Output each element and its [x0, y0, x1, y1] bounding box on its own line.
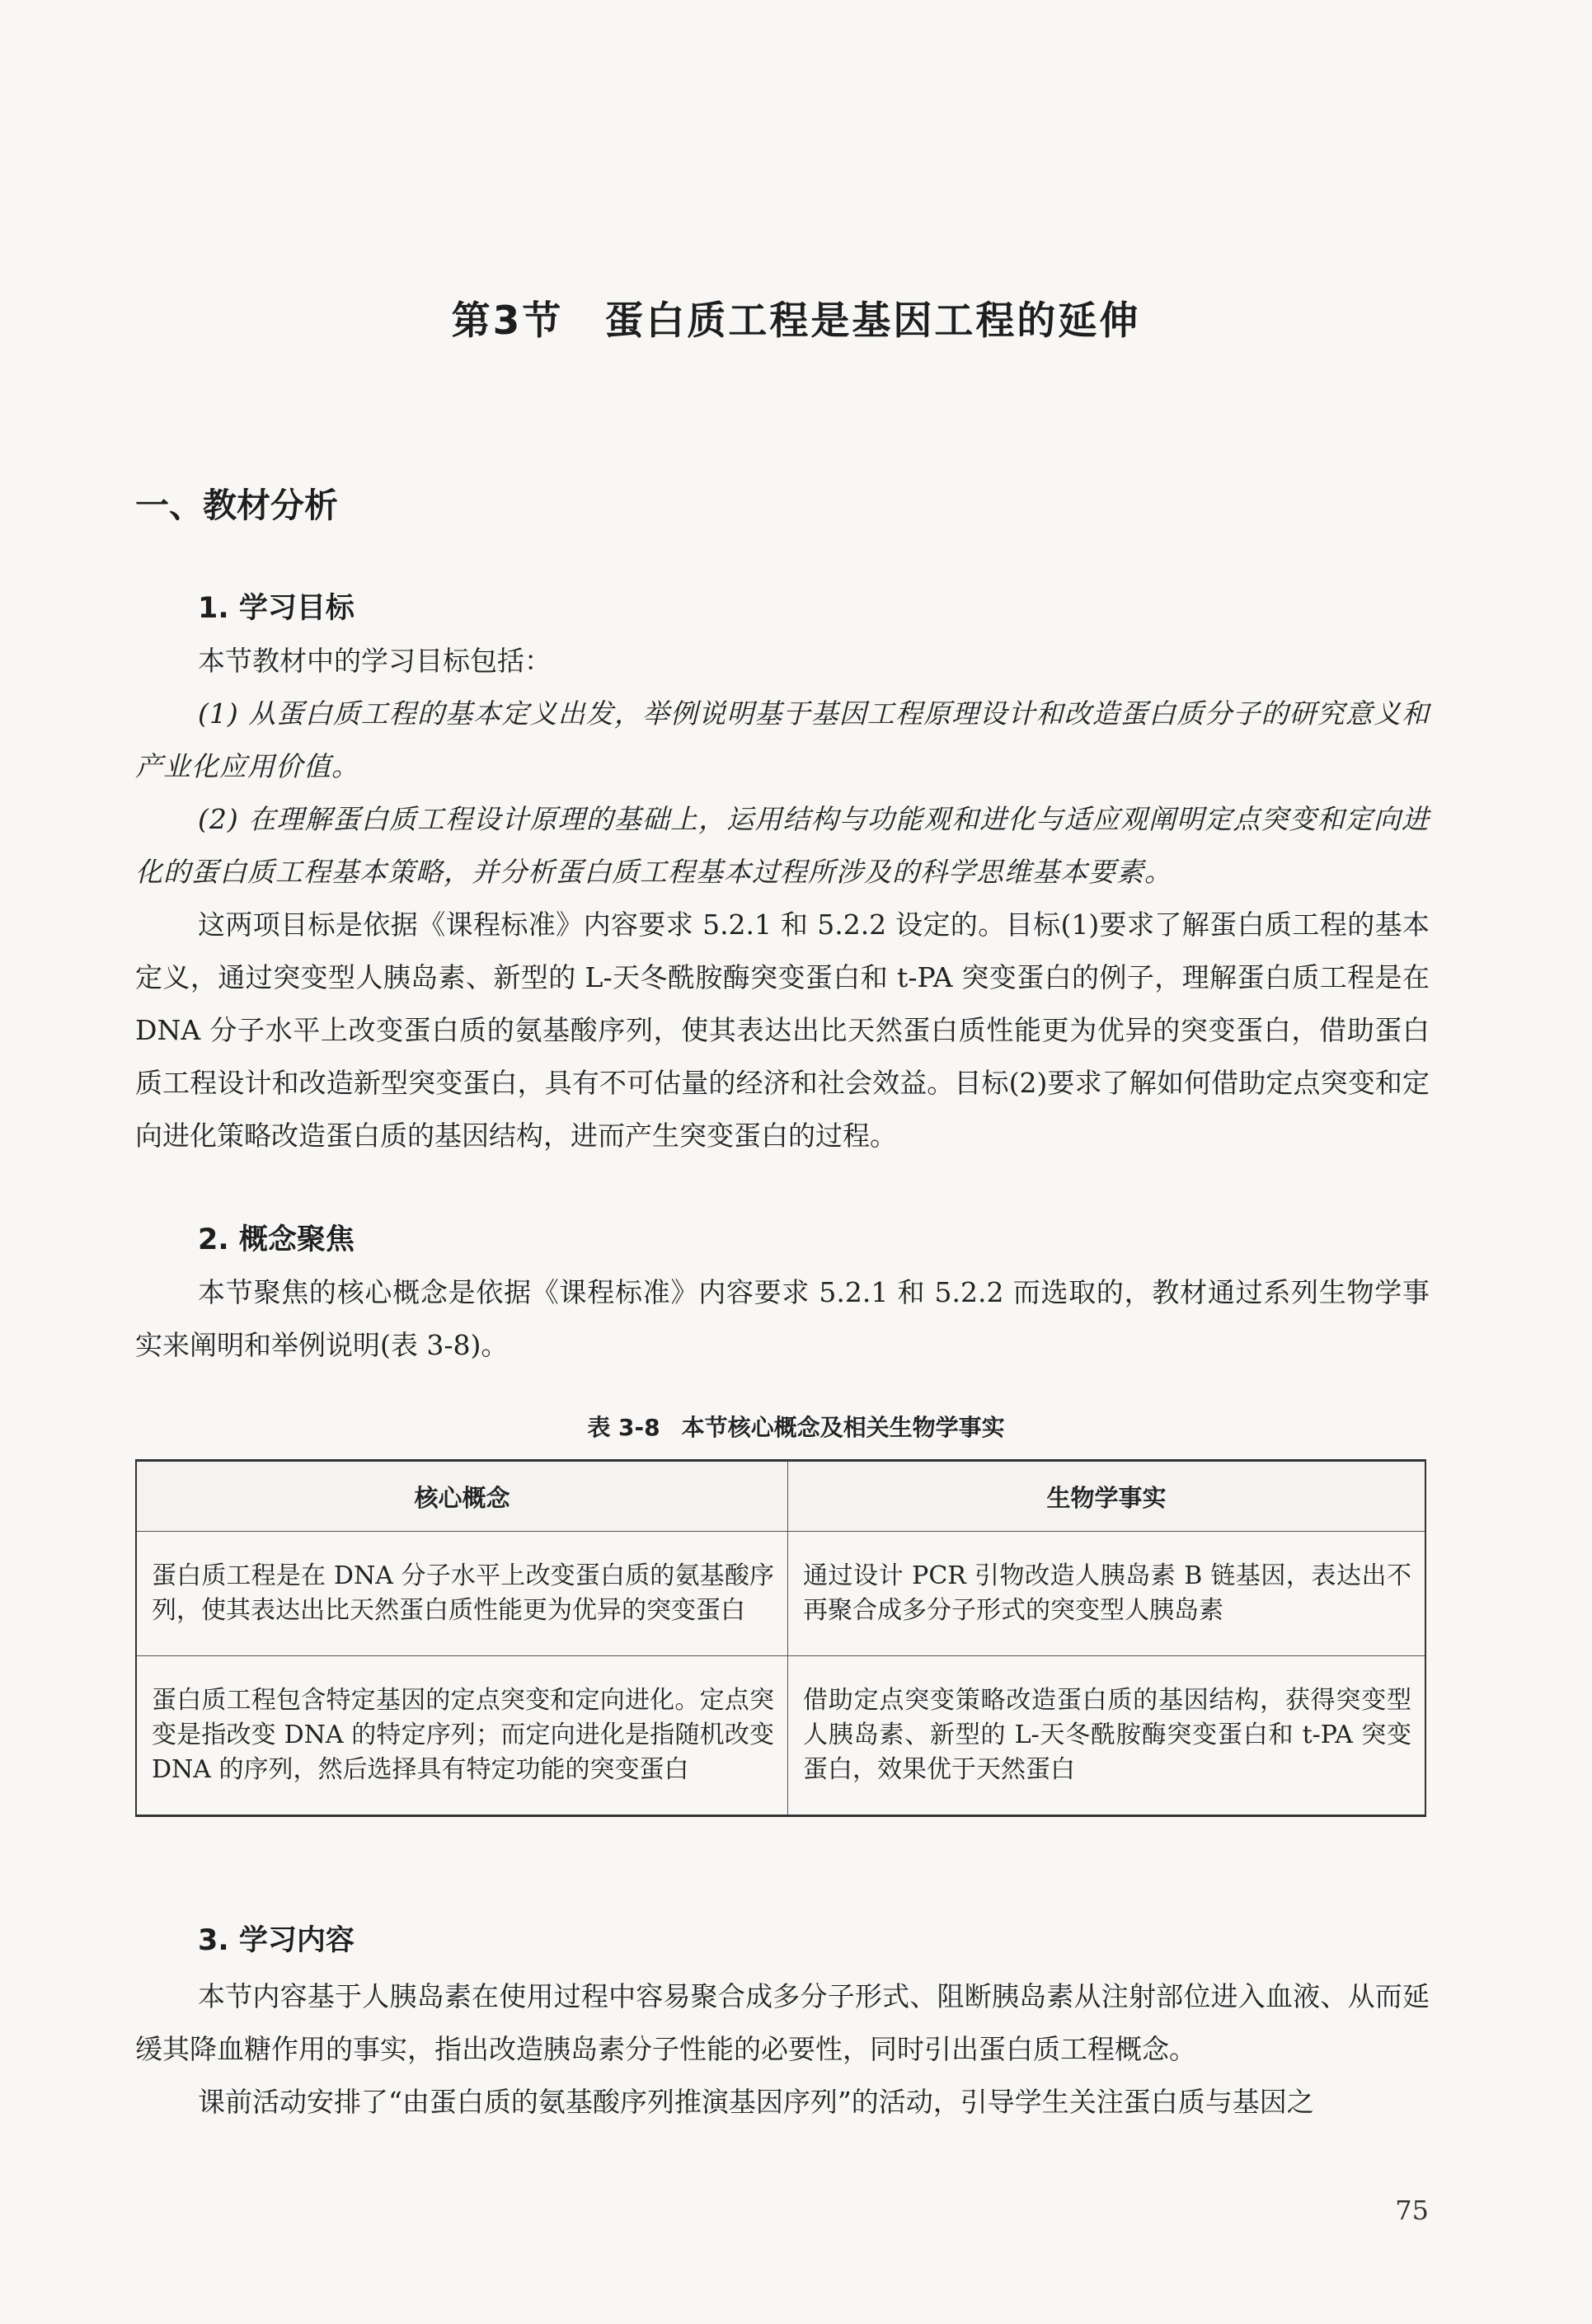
paragraph-concept-focus: 本节聚焦的核心概念是依据《课程标准》内容要求 5.2.1 和 5.2.2 而选取的，教材通过系列生物学事实来阐明和举例说明(表 3-8)。 [135, 1276, 1430, 1361]
table-row [136, 1656, 1425, 1816]
section-heading: 一、教材分析 [135, 486, 338, 525]
table-caption [0, 1410, 1592, 1443]
paragraph-goal-2: (2) 在理解蛋白质工程设计原理的基础上，运用结构与功能观和进化与适应观阐明定点突变和定向进化的蛋白质工程基本策略，并分析蛋白质工程基本过程所涉及的科学思维基本要素。 [135, 803, 1430, 888]
paragraph-goal-1: (1) 从蛋白质工程的基本定义出发，举例说明基于基因工程原理设计和改造蛋白质分子的研究意义和产业化应用价值。 [135, 697, 1430, 782]
paragraph-goals-explanation: 这两项目标是依据《课程标准》内容要求 5.2.1 和 5.2.2 设定的。目标(1)要求了解蛋白质工程的基本定义，通过突变型人胰岛素、新型的 L-天冬酰胺酶突变蛋白和 t-PA 突变蛋白的例子，理解蛋白质工程是在 DNA 分子水平上改变蛋白质的氨基酸序列，使其表达出比天然蛋白质性能更为优异的突变蛋白，借助蛋白质工程设计和改造新型突变蛋白，具有不可估量的经济和社会效益。目标(2)要求了解如何借助定点突变和定向进化策略改造蛋白质的基因结构，进而产生突变蛋白的过程。 [135, 908, 1430, 1152]
subsection-heading-learning-content: 3. 学习内容 [198, 1924, 355, 1957]
table-cell-concept: 蛋白质工程是在 DNA 分子水平上改变蛋白质的氨基酸序列，使其表达出比天然蛋白质性能更为优异的突变蛋白 [136, 1532, 788, 1656]
table-caption-number: 表 3-8 [587, 1414, 660, 1441]
chapter-title [0, 290, 1592, 345]
table-cell-concept: 蛋白质工程包含特定基因的定点突变和定向进化。定点突变是指改变 DNA 的特定序列；而定向进化是指随机改变 DNA 的序列，然后选择具有特定功能的突变蛋白 [136, 1656, 788, 1816]
paragraph-content-intro: 本节内容基于人胰岛素在使用过程中容易聚合成多分子形式、阻断胰岛素从注射部位进入血液、从而延缓其降血糖作用的事实，指出改造胰岛素分子性能的必要性，同时引出蛋白质工程概念。 [135, 1980, 1430, 2065]
chapter-number: 第3节 [451, 298, 564, 344]
table-cell-fact: 通过设计 PCR 引物改造人胰岛素 B 链基因，表达出不再聚合成多分子形式的突变型人胰岛素 [788, 1532, 1426, 1656]
subsection-heading-learning-goals: 1. 学习目标 [198, 592, 355, 625]
paragraph-goals-intro: 本节教材中的学习目标包括： [198, 645, 552, 677]
page-number: 75 [1395, 2195, 1429, 2226]
table-row [136, 1532, 1425, 1656]
chapter-title-text: 蛋白质工程是基因工程的延伸 [604, 298, 1141, 344]
paragraph-pre-class-activity: 课前活动安排了“由蛋白质的氨基酸序列推演基因序列”的活动，引导学生关注蛋白质与基因之 [198, 2086, 1314, 2118]
table-caption-title: 本节核心概念及相关生物学事实 [681, 1414, 1005, 1441]
subsection-heading-concept-focus: 2. 概念聚焦 [198, 1223, 355, 1256]
table-header-concept: 核心概念 [136, 1461, 788, 1532]
table-cell-fact: 借助定点突变策略改造蛋白质的基因结构，获得突变型人胰岛素、新型的 L-天冬酰胺酶突变蛋白和 t-PA 突变蛋白，效果优于天然蛋白 [788, 1656, 1426, 1816]
table-header-fact: 生物学事实 [788, 1461, 1426, 1532]
core-concepts-table [135, 1459, 1426, 1817]
